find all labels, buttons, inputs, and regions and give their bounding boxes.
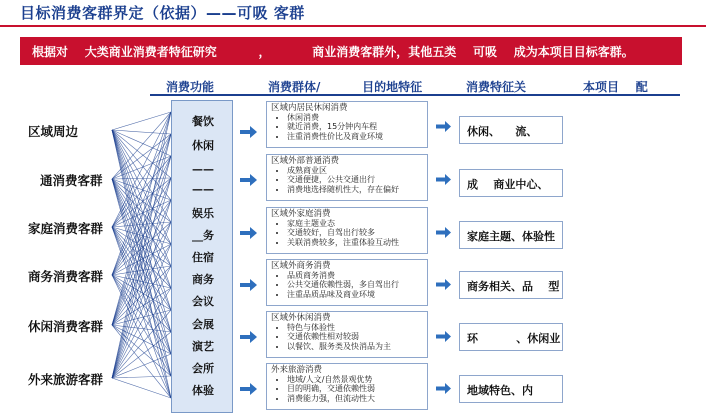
header-project: 本项目 配 [583,80,648,94]
card-item: • 地域/人文/自然景观优势 [287,375,423,384]
consumer-card [266,207,428,254]
card-title: 区域外商务消费 [271,261,331,271]
card-item: • 交通较好，自驾出行较多 [287,228,423,237]
consumer-card [266,101,428,148]
consumer-card [266,154,428,201]
function-item: 演艺 [192,340,214,353]
card-title: 区域外休闲消费 [271,313,331,323]
group-label: 家庭消费客群 [28,221,104,236]
consumer-card [266,259,428,306]
arrow-right-icon [436,227,452,238]
group-label: 商务消费客群 [28,269,104,284]
card-item: • 以餐饮、服务类及快消品为主 [287,342,423,351]
card-title: 区域外家庭消费 [271,209,331,219]
function-item: 住宿 [192,251,214,264]
arrow-right-icon [240,227,258,239]
group-label: 外来旅游客群 [28,372,104,387]
function-item: 会展 [192,318,214,331]
card-item: • 就近消费，15分钟内车程 [287,122,423,131]
page-title: 目标消费客群界定（依据）——可吸 客群 [20,4,305,22]
card-title: 区域外部普通消费 [271,156,340,166]
feature-result-box: 成 商业中心、 [459,169,563,197]
header-func: 消费功能 [166,80,215,94]
function-item: 餐饮 [192,115,214,128]
card-item: • 关联消费较多，注重体验互动性 [287,238,423,247]
group-label: 通消费客群 [40,173,103,188]
function-column [171,100,233,413]
header-group: 消费群体/ 目的地特征 [268,80,423,94]
card-item: • 交通依赖性相对较弱 [287,332,423,341]
consumer-card [266,363,428,410]
card-item: • 休闲消费 [287,113,423,122]
function-item: __务 [192,229,214,242]
function-item: 会所 [192,362,214,375]
card-item: • 消费能力强，但流动性大 [287,394,423,403]
card-item: • 注重消费性价比及商业环境 [287,132,423,141]
arrow-right-icon [436,383,452,394]
card-item: • 成熟商业区 [287,166,423,175]
function-item: 体验 [192,384,214,397]
function-item: 商务 [192,273,214,286]
function-item: —— [192,183,214,196]
arrow-right-icon [240,383,258,395]
function-item: —— [192,163,214,176]
function-item: 会议 [192,295,214,308]
arrow-right-icon [240,174,258,186]
arrow-right-icon [436,279,452,290]
feature-result-box: 商务相关、品 型 [459,271,563,299]
arrow-right-icon [436,174,452,185]
feature-result-box: 地域特色、内 [459,375,563,403]
group-label: 区域周边 [28,124,79,139]
consumer-card [266,311,428,358]
feature-result-box: 家庭主题、体验性 [459,221,563,249]
group-label: 休闲消费客群 [28,319,104,334]
card-item: • 品质商务消费 [287,271,423,280]
banner-text: 根据对 大类商业消费者特征研究 ， 商业消费客群外，其他五类 可吸 成为本项目目标客群。 [32,45,634,59]
arrow-right-icon [240,279,258,291]
card-item: • 注重品质品味及商业环境 [287,290,423,299]
card-item: • 目的明确，交通依赖性弱 [287,384,423,393]
card-item: • 公共交通依赖性弱，多自驾出行 [287,280,423,289]
card-item: • 消费地选择随机性大，存在偏好 [287,185,423,194]
header-feature: 消费特征关 [466,80,527,94]
card-item: • 交通便捷，公共交通出行 [287,175,423,184]
feature-result-box: 环 、休闲业 [459,323,563,351]
arrow-right-icon [436,121,452,132]
feature-result-box: 休闲、 流、 [459,116,563,144]
card-item: • 特色与体验性 [287,323,423,332]
card-item: • 家庭主题业态 [287,219,423,228]
card-title: 外来旅游消费 [271,365,323,375]
function-item: 休闲 [192,139,214,152]
arrow-right-icon [436,331,452,342]
function-item: 娱乐 [192,207,214,220]
arrow-right-icon [240,126,258,138]
arrow-right-icon [240,331,258,343]
card-title: 区域内居民休闲消费 [271,103,348,113]
